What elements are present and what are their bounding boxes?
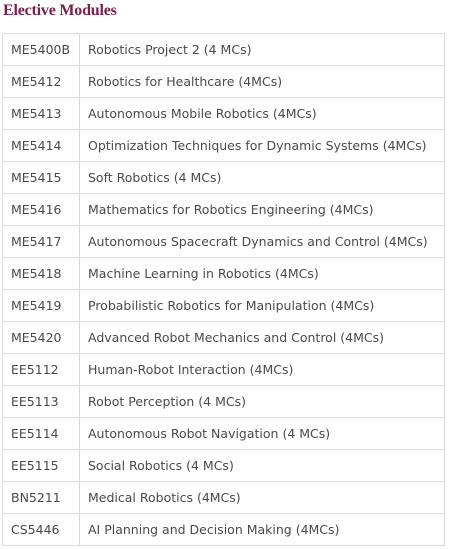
module-title: Robot Perception (4 MCs) bbox=[80, 386, 445, 418]
module-title: Soft Robotics (4 MCs) bbox=[80, 162, 445, 194]
module-code: BN5211 bbox=[3, 482, 80, 514]
module-title: Machine Learning in Robotics (4MCs) bbox=[80, 258, 445, 290]
module-code: ME5419 bbox=[3, 290, 80, 322]
module-title: Probabilistic Robotics for Manipulation (4MCs) bbox=[80, 290, 445, 322]
module-code: ME5416 bbox=[3, 194, 80, 226]
module-code: ME5418 bbox=[3, 258, 80, 290]
table-row bbox=[3, 34, 445, 66]
module-code: ME5420 bbox=[3, 322, 80, 354]
module-code: EE5112 bbox=[3, 354, 80, 386]
table-row bbox=[3, 130, 445, 162]
table-row bbox=[3, 98, 445, 130]
table-row bbox=[3, 386, 445, 418]
module-title: Social Robotics (4 MCs) bbox=[80, 450, 445, 482]
module-code: CS5446 bbox=[3, 514, 80, 546]
module-title: Autonomous Mobile Robotics (4MCs) bbox=[80, 98, 445, 130]
module-code: ME5400B bbox=[3, 34, 80, 66]
module-code: ME5415 bbox=[3, 162, 80, 194]
module-code: ME5414 bbox=[3, 130, 80, 162]
module-code: EE5114 bbox=[3, 418, 80, 450]
table-row bbox=[3, 162, 445, 194]
elective-modules-table bbox=[2, 33, 445, 546]
module-code: EE5115 bbox=[3, 450, 80, 482]
module-code: EE5113 bbox=[3, 386, 80, 418]
module-title: Medical Robotics (4MCs) bbox=[80, 482, 445, 514]
table-row bbox=[3, 514, 445, 546]
modules-table-body bbox=[3, 34, 445, 546]
module-title: Advanced Robot Mechanics and Control (4MCs) bbox=[80, 322, 445, 354]
table-row bbox=[3, 290, 445, 322]
module-code: ME5413 bbox=[3, 98, 80, 130]
module-title: Robotics Project 2 (4 MCs) bbox=[80, 34, 445, 66]
module-code: ME5412 bbox=[3, 66, 80, 98]
module-title: Autonomous Robot Navigation (4 MCs) bbox=[80, 418, 445, 450]
module-title: Human-Robot Interaction (4MCs) bbox=[80, 354, 445, 386]
table-row bbox=[3, 226, 445, 258]
table-row bbox=[3, 322, 445, 354]
module-title: Optimization Techniques for Dynamic Systems (4MCs) bbox=[80, 130, 445, 162]
table-row bbox=[3, 418, 445, 450]
module-title: AI Planning and Decision Making (4MCs) bbox=[80, 514, 445, 546]
table-row bbox=[3, 194, 445, 226]
module-title: Mathematics for Robotics Engineering (4MCs) bbox=[80, 194, 445, 226]
module-title: Robotics for Healthcare (4MCs) bbox=[80, 66, 445, 98]
module-code: ME5417 bbox=[3, 226, 80, 258]
table-row bbox=[3, 482, 445, 514]
table-row bbox=[3, 66, 445, 98]
table-row bbox=[3, 450, 445, 482]
table-row bbox=[3, 258, 445, 290]
table-row bbox=[3, 354, 445, 386]
module-title: Autonomous Spacecraft Dynamics and Control (4MCs) bbox=[80, 226, 445, 258]
section-heading: Elective Modules bbox=[3, 2, 117, 19]
